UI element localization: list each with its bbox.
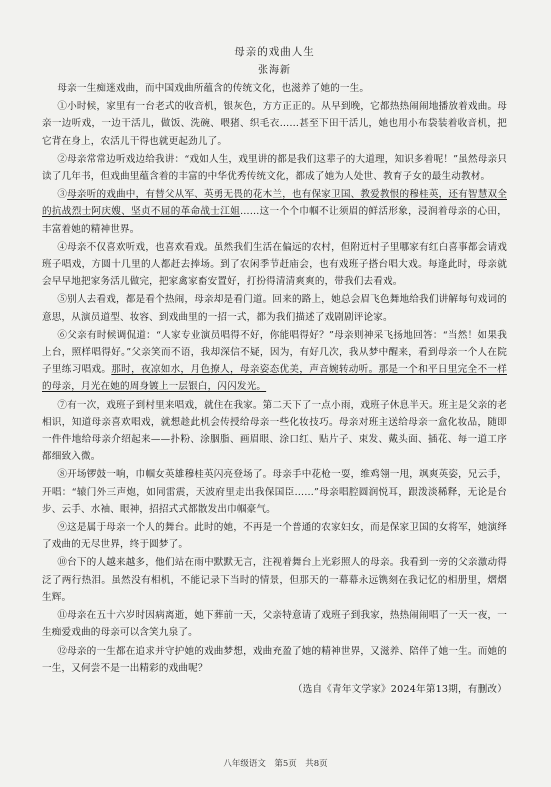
- paragraph: [42, 607, 507, 641]
- paragraph: [42, 519, 507, 553]
- paragraph-text: ⑪母亲在五十六岁时因病离逝，她下葬前一天，父亲特意请了戏班子到我家，热热闹闹唱了一天一夜，一生痴爱戏曲的母亲可以含笑九泉了。: [42, 610, 507, 639]
- paragraph: [42, 186, 507, 238]
- paragraph-text: ⑧开场锣鼓一响，巾帼女英雄穆桂英闪亮登场了。母亲手中花枪一耍，维鸡翎一甩，飒爽英姿，兄云手，开唱：“辕门外三声炮，如同雷震，天波府里走出我保国臣……”母亲唱腔圆润悦耳，跟泼淡稀释，无论是台步、云手、水袖、眼神，招招式式都散发出巾帼豪气。: [42, 469, 507, 515]
- paragraph: [42, 643, 507, 677]
- article-body: [42, 80, 507, 677]
- paragraph-text: ⑨这是属于母亲一个人的舞台。此时的她，不再是一个普通的农家妇女，而是保家卫国的女将军，她演绎了戏曲的无尽世界，终于圆梦了。: [42, 522, 507, 551]
- article-source: （选自《青年文学家》2024年第13期，有删改）: [292, 683, 507, 695]
- paragraph-text: ④母亲不仅喜欢听戏，也喜欢看戏。虽然我们生活在偏远的农村，但附近村子里哪家有红白喜事都会请戏班子唱戏，方圆十几里的人都赶去捧场。到了农闲季节赶庙会，也有戏班子搭台唱大戏。每逢此时，母亲就会早早地把家务活儿做完，把家禽家畜安置好，打扮得清清爽爽的，带我们去看戏。: [42, 241, 507, 288]
- paragraph: [42, 98, 507, 150]
- underlined-text: 那时，夜凉如水，月色撩人，母亲姿态优美，声音婉转动听。那是一个和平日里完全不一样的母亲，月光在她的周身镀上一层银白，闪闪发光。: [42, 364, 507, 393]
- paragraph-text: ⑤别人去看戏，都是看个热闹，母亲却是看门道。回来的路上，她总会眉飞色舞地给我们讲解每句戏词的意思，从演员道型、妆容、到戏曲里的一招一式，都为我们描述了戏剧剧评论家。: [42, 294, 507, 323]
- paragraph-text: 母亲一生痴迷戏曲，而中国戏曲所蕴含的传统文化，也滋养了她的一生。: [57, 83, 370, 94]
- paragraph-text: ⑦有一次，戏班子到村里来唱戏，就住在我家。第二天下了一点小雨，戏班子休息半天。班主是父亲的老相识，知道母亲喜欢唱戏，就想趁此机会传授给母亲一些化妆技巧。: [42, 399, 507, 428]
- article-author: 张海新: [258, 65, 291, 76]
- paragraph-text: ⑩台下的人越来越多，他们站在雨中默默无言，注视着舞台上光彩照人的母亲。我看到一旁的父亲激动得泛了两行热泪。虽然没有相机，不能记录下当时的情景，但那天的一幕幕永远镌刻在我记忆的相册里，熠熠生辉。: [42, 557, 507, 603]
- paragraph: [42, 239, 507, 291]
- paragraph-text: ⑥父亲有时候调侃道：“人家专业演员唱得不好，你能唱得好？”母亲则神采飞扬地回答：“当然！如果我上台，照样唱得好。”父亲笑而不语，我却深信不疑，因为，有好几次，我从梦中醒来，看到母亲一个人在院子里练习唱戏。: [42, 329, 507, 376]
- paragraph: [42, 80, 507, 97]
- paragraph-text: ⑫母亲的一生都在追求并守护她的戏曲梦想，戏曲充盈了她的精神世界，又滋养、陪伴了她一生。而她的一生，又何尝不是一出精彩的戏曲呢？: [42, 645, 507, 674]
- paragraph-text: ①小时候，家里有一台老式的收音机，银灰色，方方正正的。从早到晚，它都热热闹闹地播放着戏曲。母亲一边听戏，一边干活儿，做饭、洗碗、喂猪、织毛衣……甚至下田干活儿，她也用小布袋装着收音机，把它背在身上，农活儿干得也就更起劲儿了。: [42, 101, 507, 147]
- paragraph: [42, 466, 507, 518]
- paragraph-text: 母亲对班主送给母亲一盒化妆品，随即一件件地给母亲介绍起来——扑粉、涂胭脂、画眉眼、涂口红、贴片子、束发、戴头面、插花、每一道工序都细致入微。: [42, 416, 507, 463]
- paragraph-text: ②母亲常常边听戏边给我讲：“戏如人生，戏里讲的都是我们这辈子的大道理，知识多着呢！”虽然母亲只读了几年书，但戏曲里蕴含着的丰富的中华优秀传统文化，都成了她为人处世、教育子女的最生动教材。: [42, 153, 507, 183]
- paragraph: [42, 397, 507, 466]
- paragraph: [42, 291, 507, 325]
- paragraph: [42, 554, 507, 606]
- paragraph: [42, 151, 507, 185]
- underlined-text: 母亲听的戏曲中，有替父从军、英勇无畏的花木兰，也有保家卫国、教爱教恨的穆桂英，还有智慧双全的抗战烈士阿庆嫂、坚贞不屈的革命战士江姐: [42, 189, 507, 218]
- paragraph: [42, 327, 507, 396]
- paragraph-text: ③: [57, 189, 68, 201]
- paragraph-text: ……这一个个巾帼不让须眉的鲜活形象，浸润着母亲的心田，丰富着她的精神世界。: [42, 206, 507, 235]
- article-title: 母亲的戏曲人生: [234, 46, 315, 58]
- page-footer: 八年级语文 第5页 共8页: [223, 759, 328, 769]
